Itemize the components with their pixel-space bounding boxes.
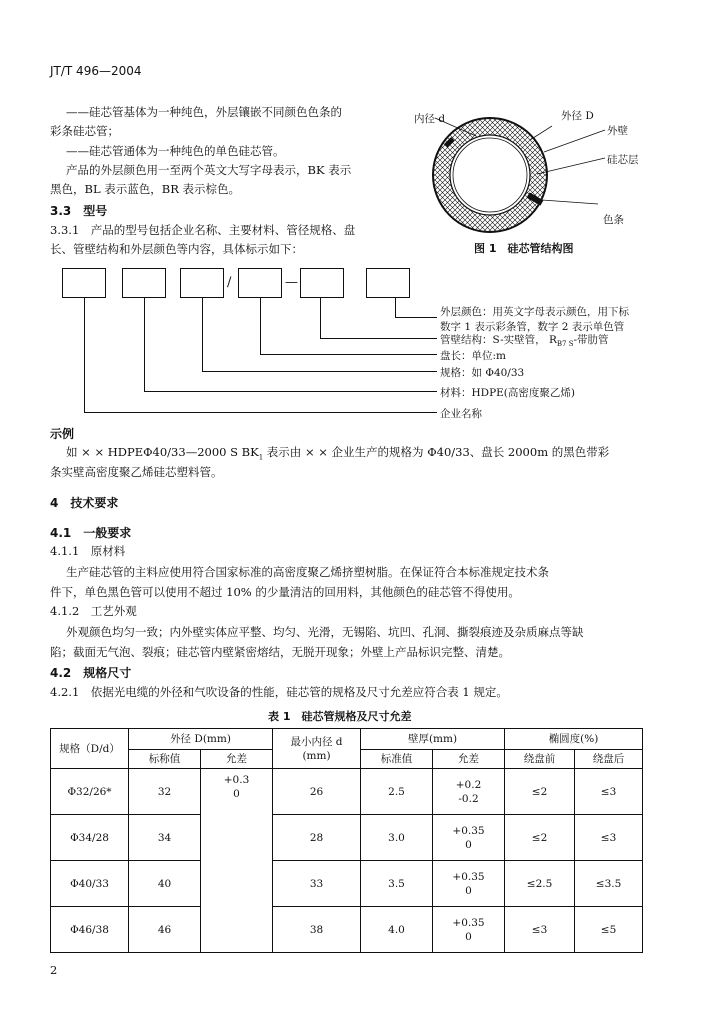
cell-spec: Φ40/33 [51, 861, 129, 907]
label-color-stripe: 色条 [603, 214, 624, 226]
label-inner-diameter: 内径 d [414, 113, 446, 125]
label-outer-color-1: 外层颜色：用英文字母表示颜色，用下标 [440, 306, 629, 318]
cell-spec: Φ34/28 [51, 815, 129, 861]
cell-wall-tolerance: +0.35 0 [433, 861, 505, 907]
cell-wall: 3.5 [361, 861, 433, 907]
table-1-caption: 表 1 硅芯管规格及尺寸允差 [268, 710, 412, 723]
box-color [366, 268, 410, 298]
cell-ovality-after: ≤3.5 [575, 861, 643, 907]
slash-separator: / [227, 275, 232, 290]
para-3-3-1-line-1: 3.3.1 产品的型号包括企业名称、主要材料、管径规格、盘 [50, 223, 356, 237]
intro-line-2: 彩条硅芯管； [50, 124, 119, 138]
intro-line-3: ——硅芯管通体为一种纯色的单色硅芯管。 [66, 144, 285, 158]
intro-line-4: 产品的外层颜色用一至两个英文大写字母表示，BK 表示 [66, 163, 352, 177]
example-line-2: 条实壁高密度聚乙烯硅芯塑料管。 [50, 465, 223, 479]
cell-ovality-before: ≤2 [505, 769, 575, 815]
para-4-1-2-line-2: 陷；截面无气泡、裂痕；硅芯管内壁紧密熔结，无脱开现象；外壁上产品标识完整、清楚。 [50, 645, 510, 659]
page-number: 2 [50, 963, 58, 977]
cell-spec: Φ46/38 [51, 907, 129, 953]
standard-code: JT/T 496—2004 [50, 64, 142, 78]
label-specification: 规格：如 Φ40/33 [440, 367, 525, 379]
cell-wall-tolerance: +0.2 -0.2 [433, 769, 505, 815]
cell-od-tolerance: +0.3 0 [201, 769, 273, 953]
header-ovality: 椭圆度(%) [505, 729, 643, 750]
cell-od: 40 [129, 861, 201, 907]
cell-od: 34 [129, 815, 201, 861]
cell-wall-tolerance: +0.35 0 [433, 815, 505, 861]
label-coil-length: 盘长：单位:m [440, 350, 506, 362]
sub-standard: 标准值 [361, 750, 433, 769]
cell-od: 32 [129, 769, 201, 815]
cell-wall-tolerance: +0.35 0 [433, 907, 505, 953]
label-outer-color-2: 数字 1 表示彩条管，数字 2 表示单色管 [440, 321, 625, 333]
para-3-3-1-line-2: 长、管壁结构和外层颜色等内容，具体标示如下： [50, 242, 303, 256]
spec-table [50, 728, 643, 953]
box-structure [300, 268, 344, 298]
label-outer-wall: 外壁 [607, 125, 628, 137]
table-row [51, 907, 643, 953]
cell-id: 38 [273, 907, 361, 953]
heading-3-3: 3.3 型号 [50, 204, 108, 218]
para-4-1-1-line-2: 件下，单色黑色管可以使用不超过 10% 的少量清洁的回用料，其他颜色的硅芯管不得使用。 [50, 585, 520, 599]
box-material [122, 268, 166, 298]
cell-ovality-after: ≤3 [575, 815, 643, 861]
table-row [51, 861, 643, 907]
cell-ovality-before: ≤2.5 [505, 861, 575, 907]
para-4-2-1: 4.2.1 依据光电缆的外径和气吹设备的性能，硅芯管的规格及尺寸允差应符合表 1 规定。 [50, 685, 508, 699]
cell-wall: 4.0 [361, 907, 433, 953]
label-wall-structure: 管壁结构：S-实壁管， $R_{B7 S}-$带肋管 [440, 334, 609, 349]
sub-before-coiling: 绕盘前 [505, 750, 575, 769]
cell-wall: 2.5 [361, 769, 433, 815]
table-row [51, 769, 643, 815]
sub-tolerance: 允差 [201, 750, 273, 769]
cell-id: 26 [273, 769, 361, 815]
heading-4-2: 4.2 规格尺寸 [50, 666, 132, 680]
sub-nominal: 标称值 [129, 750, 201, 769]
cell-ovality-after: ≤3 [575, 769, 643, 815]
cell-ovality-before: ≤3 [505, 907, 575, 953]
table-row [51, 815, 643, 861]
cell-id: 33 [273, 861, 361, 907]
box-spec [180, 268, 224, 298]
intro-line-5: 黑色，BL 表示蓝色，BR 表示棕色。 [50, 182, 241, 196]
para-4-1-1-line-1: 生产硅芯管的主料应使用符合国家标准的高密度聚乙烯挤塑树脂。在保证符合本标准规定技术条 [66, 565, 549, 579]
cell-id: 28 [273, 815, 361, 861]
cell-wall: 3.0 [361, 815, 433, 861]
cell-spec: Φ32/26* [51, 769, 129, 815]
sub-after-coiling: 绕盘后 [575, 750, 643, 769]
heading-4-1-2: 4.1.2 工艺外观 [50, 604, 137, 618]
para-4-1-2-line-1: 外观颜色均匀一致；内外壁实体应平整、均匀、光滑，无锡陷、坑凹、孔洞、撕裂痕迹及杂质麻点等缺 [66, 625, 584, 639]
label-outer-diameter: 外径 D [561, 110, 594, 122]
intro-line-1: ——硅芯管基体为一种纯色，外层镶嵌不同颜色色条的 [66, 105, 342, 119]
header-wall: 壁厚(mm) [361, 729, 505, 750]
header-outer-diameter: 外径 D(mm) [129, 729, 273, 750]
heading-4: 4 技术要求 [50, 496, 119, 510]
label-company: 企业名称 [440, 408, 482, 420]
example-line-1: 如 × × HDPEΦ40/33—2000 S $BK_1$ 表示由 × × 企业生产的规格为 Φ40/33、盘长 2000m 的黑色带彩 [66, 445, 610, 462]
cell-ovality-before: ≤2 [505, 815, 575, 861]
example-heading: 示例 [50, 427, 75, 441]
inner-bore [450, 135, 530, 215]
label-silicon-core: 硅芯层 [607, 154, 639, 166]
sub-tolerance-wall: 允差 [433, 750, 505, 769]
header-min-inner: 最小内径 d (mm) [273, 729, 361, 769]
heading-4-1: 4.1 一般要求 [50, 526, 132, 540]
cell-ovality-after: ≤5 [575, 907, 643, 953]
label-material: 材料：HDPE(高密度聚乙烯) [440, 387, 575, 399]
heading-4-1-1: 4.1.1 原材料 [50, 544, 126, 558]
cell-od: 46 [129, 907, 201, 953]
header-spec: 规格（D/d） [51, 729, 129, 769]
figure-1-caption: 图 1 硅芯管结构图 [474, 242, 574, 255]
dash-separator: — [285, 275, 298, 290]
box-length [238, 268, 282, 298]
box-company [62, 268, 106, 298]
table-header-row [51, 729, 643, 750]
